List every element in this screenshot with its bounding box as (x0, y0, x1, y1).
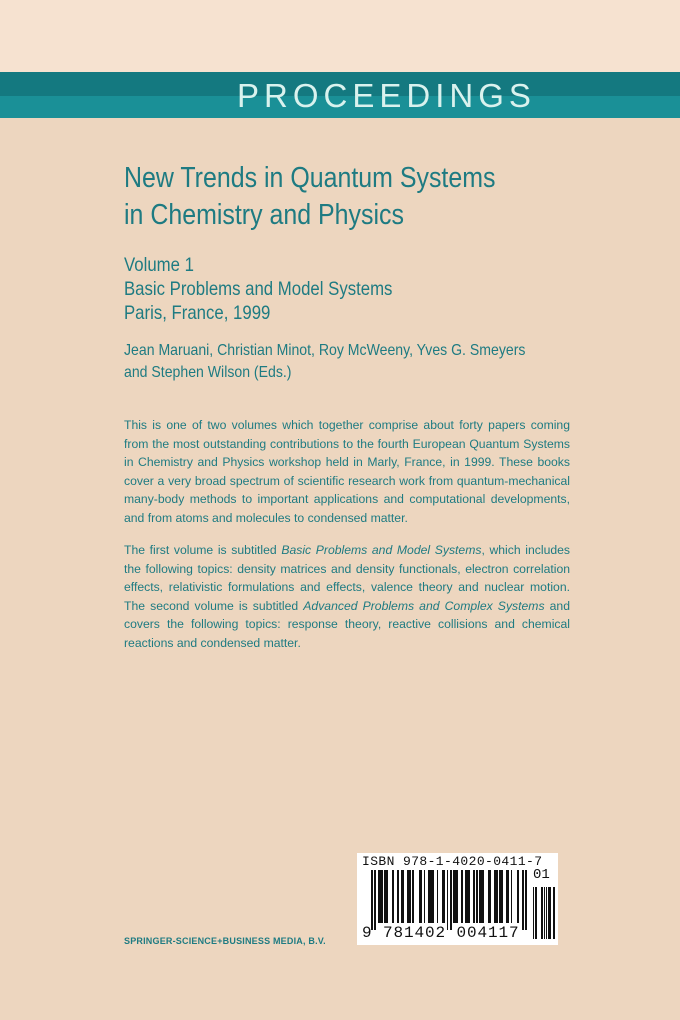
book-title-line-1: New Trends in Quantum Systems (124, 162, 496, 194)
volume-place-year: Paris, France, 1999 (124, 302, 271, 324)
para2-volume2-subtitle: Advanced Problems and Complex Systems (303, 598, 545, 613)
barcode-bar (522, 870, 524, 930)
barcode-bar (374, 870, 376, 930)
barcode-bar (525, 870, 527, 930)
isbn-text: ISBN 978-1-4020-0411-7 (362, 854, 543, 869)
barcode-bars (371, 870, 527, 930)
barcode-bar (397, 870, 399, 923)
barcode-bar (424, 870, 426, 923)
barcode-bar (432, 870, 434, 923)
para2-text-1: The first volume is subtitled (124, 543, 282, 557)
barcode-bar (456, 870, 458, 923)
barcode-addon-bar (533, 887, 534, 939)
barcode-digits: 9 781402 004117 (362, 924, 520, 942)
barcode-bar (517, 870, 519, 923)
barcode-addon-bar (542, 887, 543, 939)
barcode-bar (447, 870, 449, 930)
description-paragraph-1: This is one of two volumes which together comprise about forty papers coming from the most outstanding contributions to the fourth European Quantum Systems in Chemistry and Physics workshop held in Marly, France, in 1999. These books cover a very broad spectrum of scientific research work from quantum-mechanical many-body methods to important applications and computational developments, and from atoms and molecules to condensed matter. (124, 418, 570, 525)
barcode-bar (473, 870, 475, 923)
editors-line-2: and Stephen Wilson (Eds.) (124, 364, 292, 381)
barcode-bar (476, 870, 478, 923)
barcode-bar (392, 870, 394, 923)
barcode-bar (468, 870, 470, 923)
barcode-addon-bar (550, 887, 551, 939)
barcode-addon-bar (554, 887, 555, 939)
barcode-bar (386, 870, 388, 923)
editors-line-1: Jean Maruani, Christian Minot, Roy McWeeny, Yves G. Smeyers (124, 342, 526, 359)
book-title-line-2: in Chemistry and Physics (124, 199, 404, 231)
barcode-bar (420, 870, 422, 923)
volume-number: Volume 1 (124, 254, 194, 276)
barcode-bar (450, 870, 452, 930)
barcode-bar (381, 870, 383, 923)
barcode-bar (402, 870, 404, 923)
editors (124, 340, 525, 384)
barcode-bar (483, 870, 485, 923)
top-margin-band (0, 0, 680, 72)
barcode-addon-bar (546, 887, 547, 939)
barcode-bar (412, 870, 414, 923)
para2-text-3: and covers the following topics: response theory, reactive collisions and chemical reactions and condensed matter. (124, 598, 570, 650)
barcode-label (357, 853, 558, 945)
barcode-bar (437, 870, 439, 923)
barcode-bar (371, 870, 373, 930)
barcode-addon-bars (533, 887, 555, 939)
publisher-name: SPRINGER-SCIENCE+BUSINESS MEDIA, B.V. (124, 936, 326, 946)
barcode-bar (501, 870, 503, 923)
description-paragraph-2 (124, 541, 570, 653)
barcode-bar (511, 870, 513, 923)
barcode-addon-bar (544, 887, 545, 939)
barcode-addon-digits: 01 (533, 867, 550, 883)
barcode-bar (507, 870, 509, 923)
volume-subtitle: Basic Problems and Model Systems (124, 278, 393, 300)
barcode-addon-bar (536, 887, 537, 939)
book-title (124, 160, 495, 234)
barcode-bar (461, 870, 463, 923)
barcode-bar (489, 870, 491, 923)
series-label: PROCEEDINGS (237, 77, 536, 114)
barcode-bar (409, 870, 411, 923)
barcode-bar (496, 870, 498, 923)
para2-text-2: , which includes the following topics: density matrices and density functionals, electron correlation effects, relativistic formulations and effects, valence theory and nuclear motion. The second volume is subtitled (124, 543, 570, 613)
barcode-bar (443, 870, 445, 923)
para2-volume1-subtitle: Basic Problems and Model Systems (281, 543, 482, 557)
